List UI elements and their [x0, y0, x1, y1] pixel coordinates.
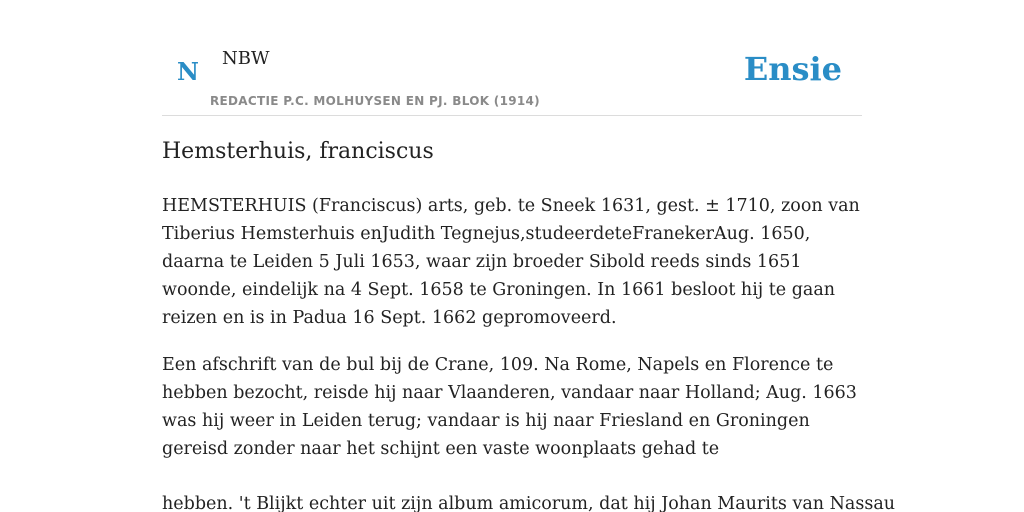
article-body: [162, 192, 896, 512]
source-logo-icon[interactable]: N: [177, 57, 199, 86]
source-header: [162, 40, 862, 116]
article-title: Hemsterhuis, franciscus: [162, 139, 434, 164]
article-paragraph: Een afschrift van de bul bij de Crane, 109. Na Rome, Napels en Florence te hebben bezocht, reisde hij naar Vlaanderen, vandaar naar Holland; Aug. 1663 was hij weer in Leiden terug; vandaar is hij naar Friesland en Groningen gereisd zonder naar het schijnt een vaste woonplaats gehad te: [162, 355, 857, 459]
article-paragraph: hebben. 't Blijkt echter uit zijn album amicorum, dat hij Johan Maurits van Nassau: [162, 494, 896, 512]
brand-logo[interactable]: Ensie: [743, 50, 842, 88]
source-name[interactable]: NBW: [222, 48, 270, 69]
article-paragraph: HEMSTERHUIS (Franciscus) arts, geb. te Sneek 1631, gest. ± 1710, zoon van Tiberius Hemsterhuis enJudith Tegnejus,studeerdeteFranekerAug. 1650, daarna te Leiden 5 Juli 1653, waar zijn broeder Sibold reeds sinds 1651 woonde, eindelijk na 4 Sept. 1658 te Groningen. In 1661 besloot hij te gaan reizen en is in Padua 16 Sept. 1662 gepromoveerd.: [162, 196, 860, 328]
source-editors: REDACTIE P.C. MOLHUYSEN EN PJ. BLOK (1914): [210, 94, 540, 108]
